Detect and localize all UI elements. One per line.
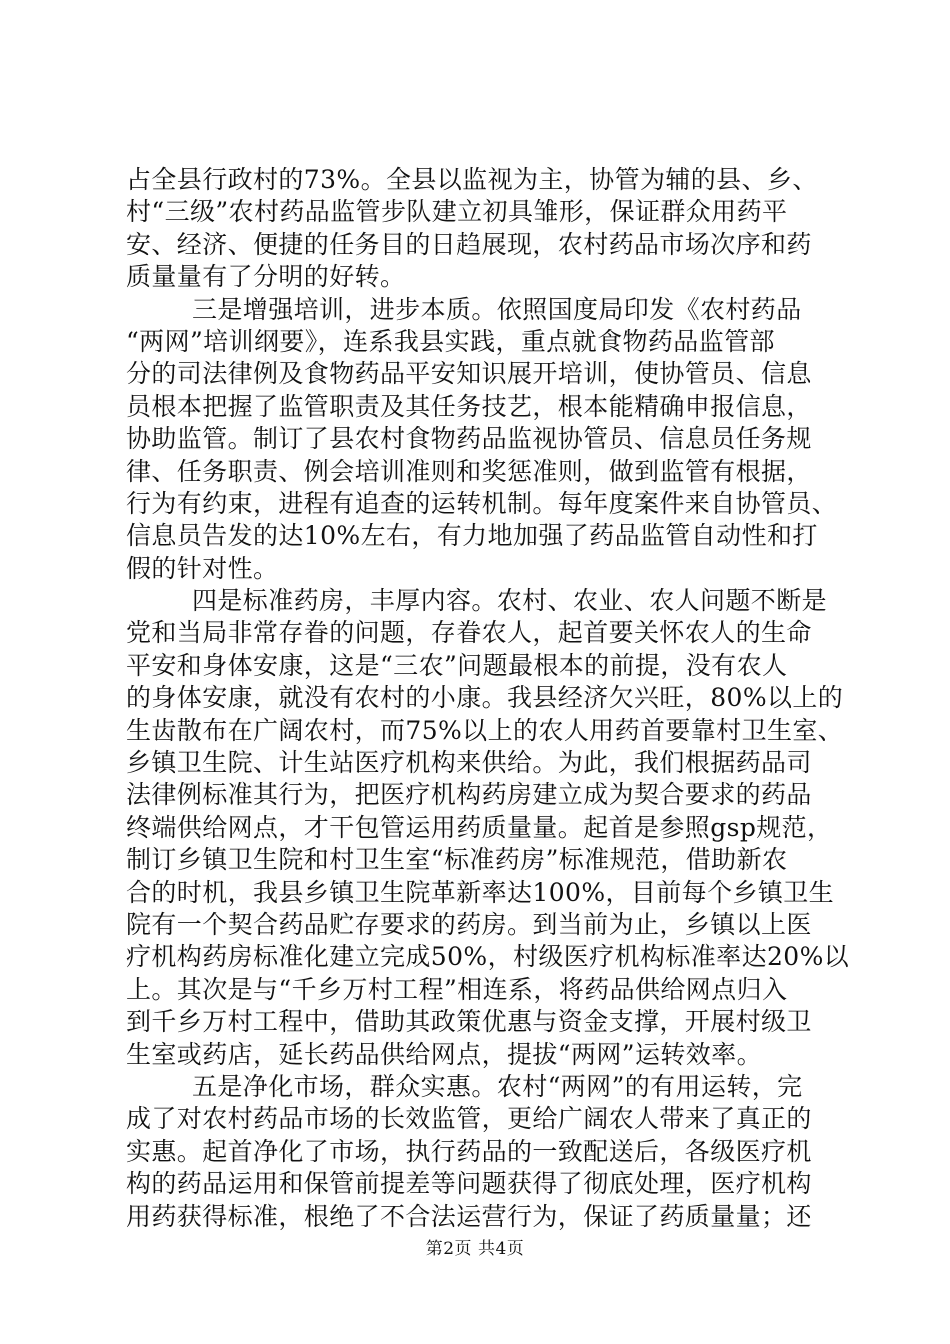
text-line: 构的药品运用和保管前提差等问题获得了彻底处理，医疗机构 xyxy=(126,1169,812,1199)
text-line: 党和当局非常存眷的问题，存眷农人，起首要关怀农人的生命 xyxy=(126,618,812,648)
text-line: 疗机构药房标准化建立完成50%，村级医疗机构标准率达20%以 xyxy=(126,942,850,972)
text-line: 平安和身体安康，这是“三农”问题最根本的前提，没有农人 xyxy=(126,650,788,680)
text-line: 信息员告发的达10%左右，有力地加强了药品监管自动性和打 xyxy=(126,521,818,551)
body-text xyxy=(126,164,850,1233)
text-line: 质量量有了分明的好转。 xyxy=(126,262,406,292)
text-line: 的身体安康，就没有农村的小康。我县经济欠兴旺，80%以上的 xyxy=(126,683,844,713)
text-line: 到千乡万村工程中，借助其政策优惠与资金支撑，开展村级卫 xyxy=(126,1007,812,1037)
text-line: 制订乡镇卫生院和村卫生室“标准药房”标准规范，借助新农 xyxy=(126,845,788,875)
text-line: 法律例标准其行为，把医疗机构药房建立成为契合要求的药品 xyxy=(126,780,812,810)
text-line: 分的司法律例及食物药品平安知识展开培训，使协管员、信息 xyxy=(126,359,812,389)
text-line: 员根本把握了监管职责及其任务技艺，根本能精确申报信息， xyxy=(126,391,812,421)
text-line: 协助监管。制订了县农村食物药品监视协管员、信息员任务规 xyxy=(126,424,812,454)
text-line: 乡镇卫生院、计生站医疗机构来供给。为此，我们根据药品司 xyxy=(126,748,812,778)
text-line: 院有一个契合药品贮存要求的药房。到当前为止，乡镇以上医 xyxy=(126,909,812,939)
paragraph-3-first-line: 三是增强培训，进步本质。依照国度局印发《农村药品 xyxy=(192,294,802,324)
text-line: 实惠。起首净化了市场，执行药品的一致配送后，各级医疗机 xyxy=(126,1136,812,1166)
paragraph-5-first-line: 五是净化市场，群众实惠。农村“两网”的有用运转，完 xyxy=(192,1071,803,1101)
text-line: 占全县行政村的73%。全县以监视为主，协管为辅的县、乡、 xyxy=(126,165,818,194)
text-line: 合的时机，我县乡镇卫生院革新率达100%，目前每个乡镇卫生 xyxy=(126,877,835,907)
text-line: 生齿散布在广阔农村，而75%以上的农人用药首要靠村卫生室、 xyxy=(126,715,844,745)
text-line: 成了对农村药品市场的长效监管，更给广阔农人带来了真正的 xyxy=(126,1104,812,1134)
paragraph-4-first-line: 四是标准药房，丰厚内容。农村、农业、农人问题不断是 xyxy=(192,586,828,616)
text-line: 终端供给网点，才干包管运用药质量量。起首是参照gsp规范， xyxy=(126,812,833,842)
text-line: “两网”培训纲要》，连系我县实践，重点就食物药品监管部 xyxy=(126,326,775,356)
text-line: 上。其次是与“千乡万村工程”相连系，将药品供给网点归入 xyxy=(126,974,788,1004)
text-line: 假的针对性。 xyxy=(126,553,279,583)
text-line: 行为有约束，进程有追查的运转机制。每年度案件来自协管员、 xyxy=(126,488,838,518)
text-line: 安、经济、便捷的任务目的日趋展现，农村药品市场次序和药 xyxy=(126,229,812,259)
text-line: 村“三级”农村药品监管步队建立初具雏形，保证群众用药平 xyxy=(126,197,788,227)
page-number-footer: 第2页 共4页 xyxy=(425,1239,525,1259)
text-line: 用药获得标准，根绝了不合法运营行为，保证了药质量量；还 xyxy=(126,1201,812,1231)
text-line: 生室或药店，延长药品供给网点，提拔“两网”运转效率。 xyxy=(126,1039,762,1069)
text-line: 律、任务职责、例会培训准则和奖惩准则，做到监管有根据， xyxy=(126,456,812,486)
